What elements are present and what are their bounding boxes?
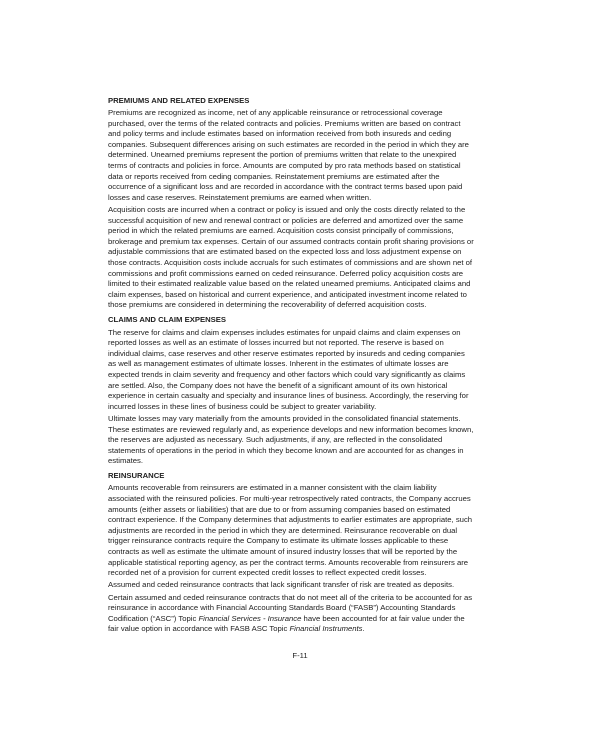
text-line: purchased, over the terms of the related contracts and policies. Premiums written are based on contract <box>108 118 461 128</box>
text-line: individual claims, case reserves and other reserve estimates reported by insureds and ceding companies <box>108 348 465 358</box>
text-line: expected trends in claim severity and frequency and other factors which could vary significantly as claims <box>108 369 466 379</box>
text-line: trigger reinsurance contracts require the Company to estimate its ultimate losses applicable to these <box>108 536 449 546</box>
text-line: brokerage and premium tax expenses. Certain of our assumed contracts contain profit sharing provisions or <box>108 236 474 246</box>
section-heading: PREMIUMS AND RELATED EXPENSES <box>108 96 250 105</box>
text-line: amounts (either assets or liabilities) that are due to or from assuming companies based on estimated <box>108 504 451 514</box>
text-line: limited to their estimated realizable value based on the related unearned premiums. Anticipated claims and <box>108 279 471 289</box>
section-heading: REINSURANCE <box>108 471 165 481</box>
text-line: terms of contracts and policies in force. Amounts are computed by pro rata methods based on statistical <box>108 161 461 171</box>
text-line: losses and case reserves. Reinstatement premiums are earned when written. <box>108 192 372 202</box>
text: have been accounted for at fair value under the <box>301 613 465 623</box>
text-line: adjustable commissions that are estimated based on the expected loss and loss adjustment expense on <box>108 247 462 257</box>
text-line: commissions and profit commissions earned on ceded reinsurance. Deferred policy acquisition costs are <box>108 268 464 278</box>
text-line: applicable statistical reporting agency, as per the contract terms. Amounts recoverable from reinsurers are <box>108 557 469 567</box>
text-line: and policy terms and include estimates based on information received from both insureds and ceding <box>108 129 452 139</box>
text-line: data or reports received from ceding companies. Reinstatement premiums are estimated after the <box>108 171 440 181</box>
text: fair value option in accordance with FASB ASC Topic <box>108 624 290 634</box>
text-line <box>108 614 500 625</box>
text-line: successful acquisition of new and renewal contract or policies are deferred and amortized over the same <box>108 215 464 225</box>
text-line: as well as management estimates of ultimate losses. Inherent in the estimates of ultimate losses are <box>108 359 449 369</box>
paragraph <box>108 580 500 591</box>
paragraph <box>108 328 500 413</box>
text-line: These estimates are reviewed regularly and, as experience develops and new information becomes known, <box>108 424 474 434</box>
text-line: statements of operations in the period in which they become known and are accounted for as changes in <box>108 445 464 455</box>
text-line: adjustments are recorded in the period in which they are determined. Reinsurance recoverable on dual <box>108 525 458 535</box>
text-line: determined. Unearned premiums represent the portion of premiums written that relate to the unexpired <box>108 150 457 160</box>
text-line: Premiums are recognized as income, net of any applicable reinsurance or retrocessional coverage <box>108 108 443 118</box>
text-line: claim expenses, based on historical and current experience, and anticipated investment income related to <box>108 289 467 299</box>
paragraph <box>108 414 500 467</box>
italic-topic: Financial Instruments <box>289 624 363 634</box>
paragraph-fair-value <box>108 593 500 635</box>
paragraph <box>108 108 500 203</box>
text-line: Acquisition costs are incurred when a contract or policy is issued and only the costs directly related to the <box>108 205 466 215</box>
text-line: reported losses as well as an estimate of losses incurred but not reported. The reserve is based on <box>108 338 444 348</box>
text-line: those contracts. Acquisition costs include accruals for such estimates of commissions and are shown net of <box>108 258 473 267</box>
text-line: recorded net of a provision for current expected credit losses to reflect expected credit losses. <box>108 568 427 578</box>
text-line: Certain assumed and ceded reinsurance contracts that do not meet all of the criteria to be accounted for as <box>108 592 473 602</box>
text-line: estimates. <box>108 456 144 466</box>
text-line: are settled. Also, the Company does not have the benefit of a significant amount of its own historical <box>108 380 448 390</box>
text: . <box>362 624 365 634</box>
text-line: companies. Subsequent differences arising on such estimates are recorded in the period in which they are <box>108 139 469 149</box>
text-line: period in which the related premiums are earned. Acquisition costs consist principally of commissions, <box>108 226 454 236</box>
text-line: associated with the reinsured policies. For multi-year retrospectively rated contracts, the Company accrues <box>108 494 471 504</box>
italic-topic: Financial Services - Insurance <box>198 613 302 623</box>
text-line: incurred losses in these lines of business could be subject to greater variability. <box>108 401 377 411</box>
paragraph <box>108 483 500 578</box>
text: Codification (“ASC”) Topic <box>108 613 199 623</box>
text-line: contract experience. If the Company determines that adjustments to earlier estimates are appropriate, such <box>108 515 473 525</box>
document-body <box>108 96 500 637</box>
text-line: The reserve for claims and claim expenses includes estimates for unpaid claims and claim expenses on <box>108 327 461 337</box>
text-line: Assumed and ceded reinsurance contracts that lack significant transfer of risk are treated as deposits. <box>108 580 455 590</box>
text-line <box>108 624 500 635</box>
paragraph <box>108 205 500 311</box>
text-line: contracts as well as estimate the ultimate amount of insured industry losses that will be reported by the <box>108 547 458 557</box>
text-line: Ultimate losses may vary materially from the amounts provided in the consolidated financial statements. <box>108 413 461 423</box>
text-line: the reserves are adjusted as necessary. Such adjustments, if any, are reflected in the consolidated <box>108 435 443 445</box>
text-line: occurrence of a significant loss and are recorded in accordance with the contract terms based upon paid <box>108 182 463 192</box>
text-line: reinsurance in accordance with Financial Accounting Standards Board (“FASB”) Accounting Standards <box>108 603 456 613</box>
text-line: experience in certain casualty and specialty and insurance lines of business. Accordingly, the reserving for <box>108 391 469 401</box>
section-heading: CLAIMS AND CLAIM EXPENSES <box>108 315 227 325</box>
text-line: Amounts recoverable from reinsurers are estimated in a manner consistent with the claim liability <box>108 483 437 493</box>
page-number: F-11 <box>292 651 308 660</box>
text-line: those premiums are considered in determining the recoverability of deferred acquisition costs. <box>108 300 427 310</box>
